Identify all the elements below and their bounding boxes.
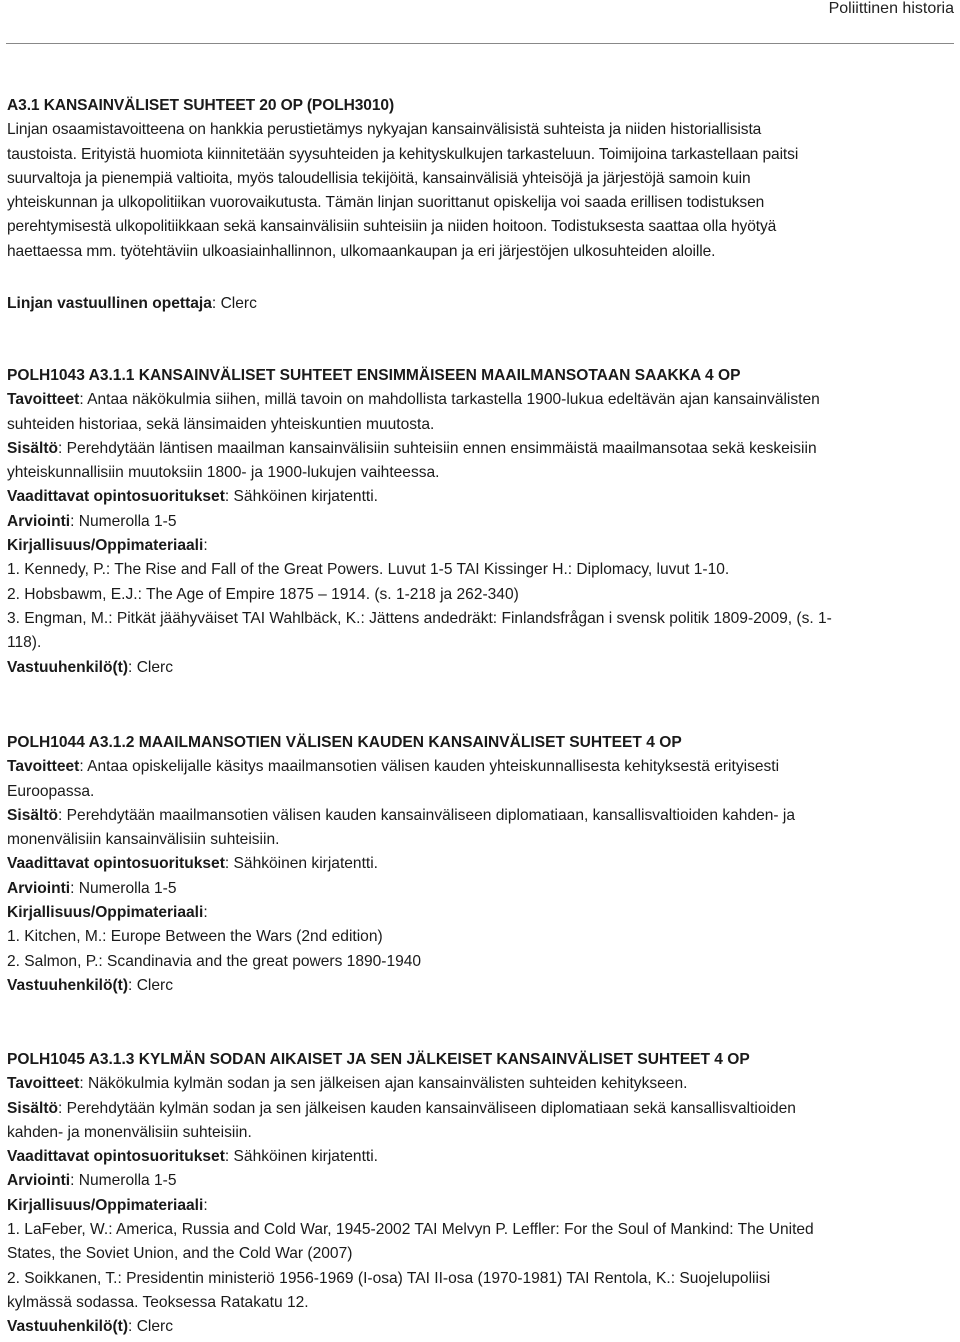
- goal-label: Tavoitteet: [7, 1075, 80, 1093]
- literature-item: 3. Engman, M.: Pitkät jäähyväiset TAI Wahlbäck, K.: Jättens andedräkt: Finlandsfrågan i svensk politik 1809-2009, (s. 1-: [7, 609, 832, 627]
- literature-item: 2. Hobsbawm, E.J.: The Age of Empire 1875 – 1914. (s. 1-218 ja 262-340): [7, 585, 519, 603]
- grading-label: Arviointi: [7, 512, 71, 530]
- course-title: POLH1044 A3.1.2 MAAILMANSOTIEN VÄLISEN KAUDEN KANSAINVÄLISET SUHTEET 4 OP: [7, 734, 682, 751]
- section-intro: [7, 94, 957, 264]
- content-text: : Perehdytään maailmansotien välisen kauden kansainväliseen diplomatiaan, kansallisvaltioiden kahden- ja: [58, 806, 796, 824]
- requirements-value: : Sähköinen kirjatentti.: [224, 1148, 379, 1166]
- teacher-value: : Clerc: [211, 295, 257, 312]
- requirements-label: Vaadittavat opintosuoritukset: [7, 1148, 225, 1166]
- content-label: Sisältö: [7, 1099, 59, 1117]
- intro-line: Linjan osaamistavoitteena on hankkia perustietämys nykyajan kansainvälisistä suhteista ja niiden historiallisista: [7, 121, 762, 139]
- goal-text: Euroopassa.: [7, 782, 95, 800]
- literature-item: 1. LaFeber, W.: America, Russia and Cold War, 1945-2002 TAI Melvyn P. Leffler: For the Soul of Mankind: The United: [7, 1221, 814, 1239]
- requirements-value: : Sähköinen kirjatentti.: [224, 488, 379, 506]
- content-label: Sisältö: [7, 806, 59, 824]
- responsible-value: : Clerc: [128, 658, 174, 676]
- literature-item: 1. Kitchen, M.: Europe Between the Wars (2nd edition): [7, 928, 383, 946]
- literature-item: 1. Kennedy, P.: The Rise and Fall of the Great Powers. Luvut 1-5 TAI Kissinger H.: Diplomacy, luvut 1-10.: [7, 561, 730, 579]
- grading-label: Arviointi: [7, 879, 71, 897]
- section-teacher: [7, 292, 957, 316]
- grading-value: : Numerolla 1-5: [70, 879, 177, 897]
- grading-value: : Numerolla 1-5: [70, 512, 177, 530]
- content-text: : Perehdytään läntisen maailman kansainvälisiin suhteisiin ennen ensimmäistä maailmansotaa sekä keskeisiin: [58, 439, 817, 457]
- responsible-label: Vastuuhenkilö(t): [7, 658, 129, 676]
- requirements-label: Vaadittavat opintosuoritukset: [7, 488, 225, 506]
- teacher-label: Linjan vastuullinen opettaja: [7, 295, 212, 312]
- content-text: : Perehdytään kylmän sodan ja sen jälkeisen kauden kansainväliseen diplomatiaan sekä kansallisvaltioiden: [58, 1099, 796, 1117]
- literature-item: 2. Salmon, P.: Scandinavia and the great powers 1890-1940: [7, 952, 422, 970]
- responsible-value: : Clerc: [128, 976, 174, 994]
- content-text: kahden- ja monenvälisiin suhteisiin.: [7, 1123, 252, 1141]
- literature-label: Kirjallisuus/Oppimateriaali: [7, 1196, 204, 1214]
- goal-text: : Antaa näkökulmia siihen, millä tavoin on mahdollista tarkastella 1900-lukua edeltävän ajan kansainvälisten: [79, 391, 820, 409]
- literature-colon: :: [203, 904, 208, 922]
- requirements-label: Vaadittavat opintosuoritukset: [7, 855, 225, 873]
- course-title: POLH1043 A3.1.1 KANSAINVÄLISET SUHTEET ENSIMMÄISEEN MAAILMANSOTAAN SAAKKA 4 OP: [7, 367, 741, 384]
- page-header-title: Poliittinen historia: [828, 0, 954, 17]
- intro-line: suurvaltoja ja pienempiä valtioita, myös taloudellisia tekijöitä, kansainvälisiä yhteisöjä ja järjestöjä samoin kuin: [7, 169, 751, 187]
- grading-value: : Numerolla 1-5: [70, 1172, 177, 1190]
- course-block: [7, 364, 957, 680]
- literature-item: States, the Soviet Union, and the Cold War (2007): [7, 1245, 353, 1263]
- responsible-value: : Clerc: [128, 1318, 174, 1336]
- course-block: [7, 731, 957, 998]
- content-label: Sisältö: [7, 439, 59, 457]
- literature-item: 118).: [7, 634, 42, 652]
- responsible-label: Vastuuhenkilö(t): [7, 976, 129, 994]
- intro-line: perehtymisestä ulkopolitiikkaan sekä kansainvälisiin suhteisiin ja niiden hoitoon. Todistuksesta saattaa olla hyötyä: [7, 218, 777, 236]
- section-title: A3.1 KANSAINVÄLISET SUHTEET 20 OP (POLH3010): [7, 97, 395, 114]
- literature-colon: :: [203, 537, 208, 555]
- goal-text: suhteiden historiaa, sekä länsimaiden yhteiskuntien muutosta.: [7, 415, 435, 433]
- content-text: monenvälisiin kansainvälisiin suhteisiin.: [7, 831, 280, 849]
- intro-line: haettaessa mm. työtehtäviin ulkoasiainhallinnon, ulkomaankaupan ja eri järjestöjen ulkosuhteiden aloille.: [7, 242, 716, 260]
- literature-label: Kirjallisuus/Oppimateriaali: [7, 904, 204, 922]
- requirements-value: : Sähköinen kirjatentti.: [224, 855, 379, 873]
- course-block: [7, 1048, 957, 1340]
- literature-label: Kirjallisuus/Oppimateriaali: [7, 537, 204, 555]
- goal-label: Tavoitteet: [7, 391, 80, 409]
- intro-line: yhteiskunnan ja ulkopolitiikan vuorovaikutusta. Tämän linjan suorittanut opiskelija voi saada erillisen todistuksen: [7, 194, 765, 212]
- course-title: POLH1045 A3.1.3 KYLMÄN SODAN AIKAISET JA SEN JÄLKEISET KANSAINVÄLISET SUHTEET 4 OP: [7, 1051, 750, 1068]
- goal-text: : Antaa opiskelijalle käsitys maailmansotien välisen kauden yhteiskunnallisesta kehityksestä erityisesti: [79, 758, 780, 776]
- grading-label: Arviointi: [7, 1172, 71, 1190]
- literature-item: kylmässä sodassa. Teoksessa Ratakatu 12.: [7, 1293, 309, 1311]
- responsible-label: Vastuuhenkilö(t): [7, 1318, 129, 1336]
- intro-line: taustoista. Erityistä huomiota kiinnitetään syysuhteiden ja kehityskulkujen tarkasteluun. Toimijoina tarkastellaan paitsi: [7, 145, 799, 163]
- header-divider: [6, 43, 954, 44]
- goal-label: Tavoitteet: [7, 758, 80, 776]
- literature-colon: :: [203, 1196, 208, 1214]
- literature-item: 2. Soikkanen, T.: Presidentin ministeriö 1956-1969 (I-osa) TAI II-osa (1970-1981) TAI Rentola, K.: Suojelupoliisi: [7, 1269, 771, 1287]
- goal-text: : Näkökulmia kylmän sodan ja sen jälkeisen ajan kansainvälisten suhteiden kehitykseen.: [79, 1075, 688, 1093]
- content-text: yhteiskunnallisiin muutoksiin 1800- ja 1900-lukujen vaihteessa.: [7, 464, 440, 482]
